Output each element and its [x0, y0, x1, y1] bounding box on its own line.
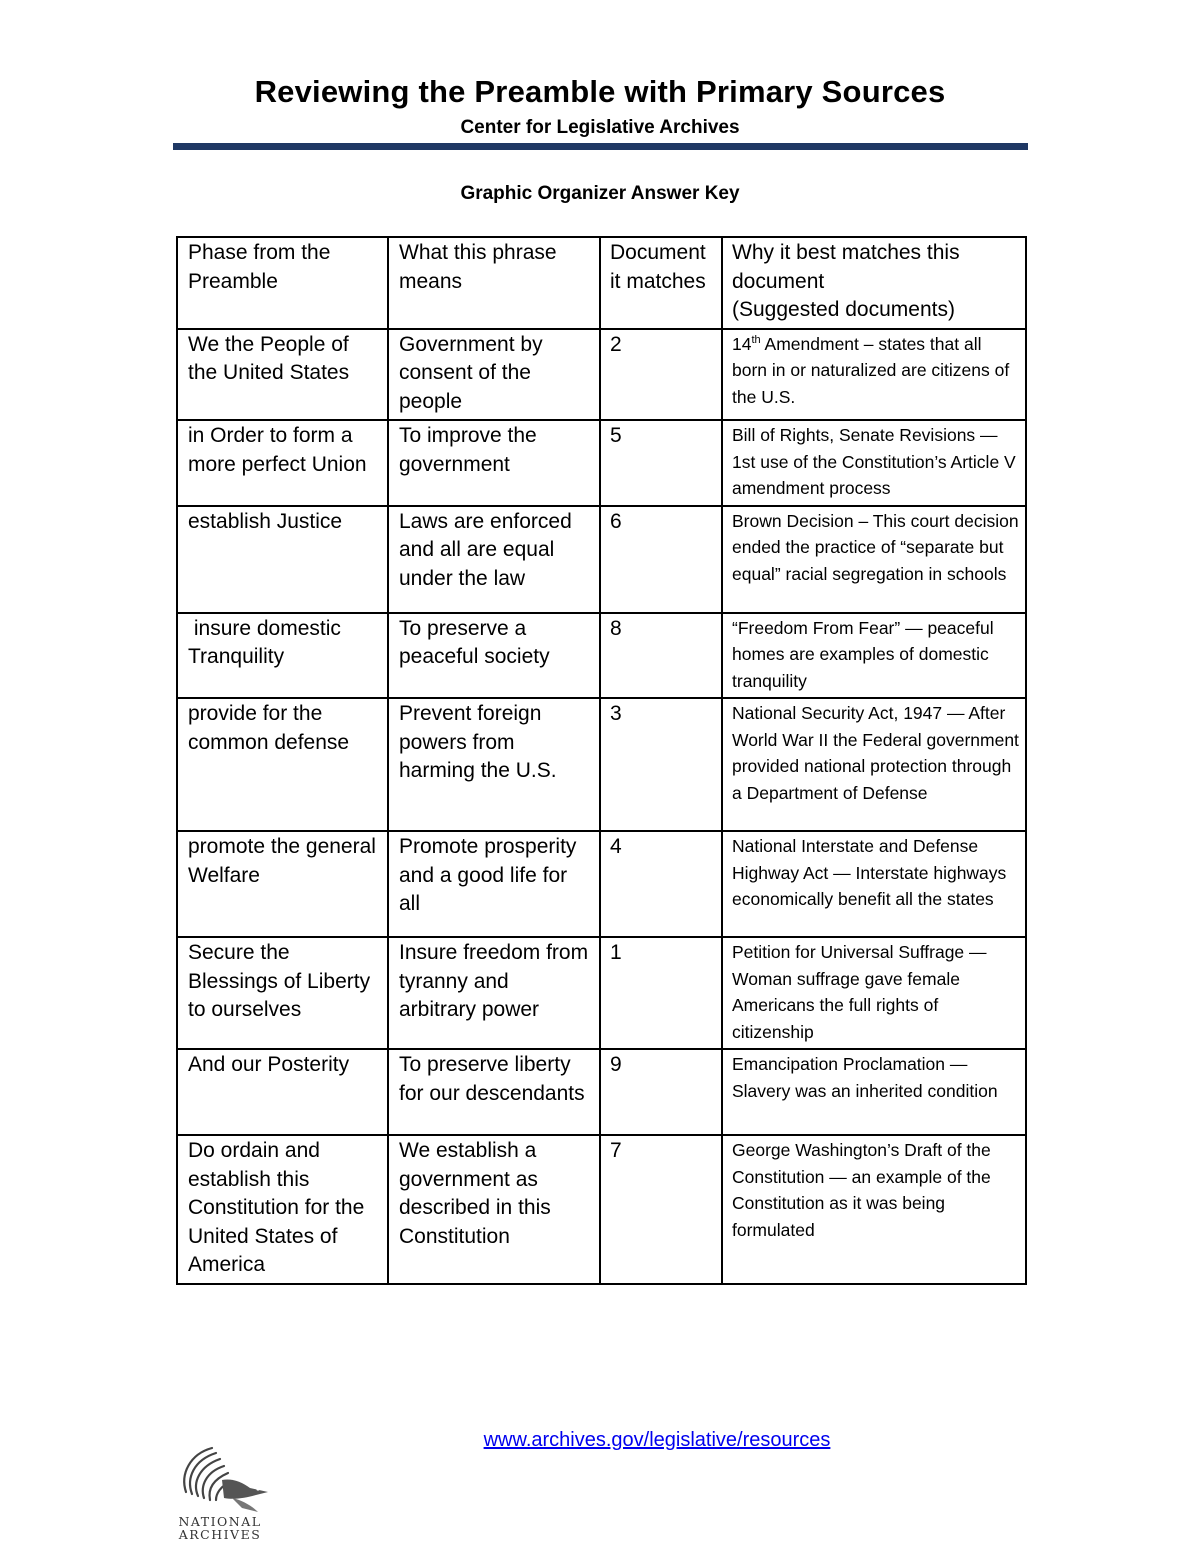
table-body	[177, 237, 1026, 1284]
table-row	[177, 698, 1026, 831]
why-cell: National Security Act, 1947 — After World War II the Federal government provided national protection through a Department of Defense	[722, 698, 1026, 831]
meaning-cell: Laws are enforced and all are equal under the law	[388, 506, 600, 613]
document-cell: 6	[600, 506, 722, 613]
document-cell: 5	[600, 420, 722, 506]
why-cell: Emancipation Proclamation — Slavery was an inherited condition	[722, 1049, 1026, 1135]
phrase-cell: We the People of the United States	[177, 329, 388, 421]
phrase-cell: in Order to form a more perfect Union	[177, 420, 388, 506]
why-text: Amendment – states that all born in or naturalized are citizens of the U.S.	[732, 333, 1010, 407]
why-cell: George Washington’s Draft of the Constitution — an example of the Constitution as it was being formulated	[722, 1135, 1026, 1284]
meaning-cell: Prevent foreign powers from harming the U.S.	[388, 698, 600, 831]
phrase-cell: promote the general Welfare	[177, 831, 388, 937]
phrase-cell: provide for the common defense	[177, 698, 388, 831]
table-row	[177, 937, 1026, 1049]
why-cell: National Interstate and Defense Highway Act — Interstate highways economically benefit all the states	[722, 831, 1026, 937]
document-cell: 4	[600, 831, 722, 937]
header-rule	[173, 143, 1028, 150]
column-header-meaning: What this phrase means	[388, 237, 600, 329]
section-heading: Graphic Organizer Answer Key	[460, 183, 740, 204]
document-cell: 1	[600, 937, 722, 1049]
table-row	[177, 506, 1026, 613]
document-cell: 9	[600, 1049, 722, 1135]
table-header-row	[177, 237, 1026, 329]
why-cell	[722, 329, 1026, 421]
logo-line-national: NATIONAL	[178, 1514, 262, 1529]
meaning-cell: Insure freedom from tyranny and arbitrary power	[388, 937, 600, 1049]
table-row	[177, 613, 1026, 699]
why-cell: “Freedom From Fear” — peaceful homes are examples of domestic tranquility	[722, 613, 1026, 699]
national-archives-logo	[172, 1440, 276, 1540]
table-row	[177, 1135, 1026, 1284]
meaning-cell: Promote prosperity and a good life for all	[388, 831, 600, 937]
table-row	[177, 329, 1026, 421]
why-cell: Brown Decision – This court decision ended the practice of “separate but equal” racial segregation in schools	[722, 506, 1026, 613]
phrase-cell: establish Justice	[177, 506, 388, 613]
document-cell: 7	[600, 1135, 722, 1284]
why-ordinal-suffix: th	[751, 333, 761, 346]
table-row	[177, 420, 1026, 506]
resources-link[interactable]: www.archives.gov/legislative/resources	[483, 1429, 831, 1451]
logo-line-archives: ARCHIVES	[178, 1527, 262, 1540]
column-header-document: Document it matches	[600, 237, 722, 329]
phrase-cell: Secure the Blessings of Liberty to ourselves	[177, 937, 388, 1049]
phrase-cell: Do ordain and establish this Constitution for the United States of America	[177, 1135, 388, 1284]
why-cell: Petition for Universal Suffrage — Woman suffrage gave female Americans the full rights of citizenship	[722, 937, 1026, 1049]
document-cell: 8	[600, 613, 722, 699]
eagle-icon	[172, 1440, 276, 1540]
column-header-why	[722, 237, 1026, 329]
table-row	[177, 1049, 1026, 1135]
phrase-cell: insure domestic Tranquility	[177, 613, 388, 699]
meaning-cell: We establish a government as described in this Constitution	[388, 1135, 600, 1284]
why-cell: Bill of Rights, Senate Revisions — 1st use of the Constitution’s Article V amendment process	[722, 420, 1026, 506]
page-title: Reviewing the Preamble with Primary Sources	[254, 74, 946, 109]
page-subtitle: Center for Legislative Archives	[460, 117, 740, 138]
answer-key-table	[176, 236, 1027, 1285]
table-row	[177, 831, 1026, 937]
why-ordinal: 14	[732, 333, 752, 354]
meaning-cell: To preserve liberty for our descendants	[388, 1049, 600, 1135]
column-header-suggested: (Suggested documents)	[732, 298, 955, 321]
meaning-cell: To improve the government	[388, 420, 600, 506]
column-header-why-label: Why it best matches this document	[732, 241, 960, 293]
phrase-cell: And our Posterity	[177, 1049, 388, 1135]
column-header-phrase: Phase from the Preamble	[177, 237, 388, 329]
document-cell: 2	[600, 329, 722, 421]
meaning-cell: To preserve a peaceful society	[388, 613, 600, 699]
document-cell: 3	[600, 698, 722, 831]
meaning-cell: Government by consent of the people	[388, 329, 600, 421]
